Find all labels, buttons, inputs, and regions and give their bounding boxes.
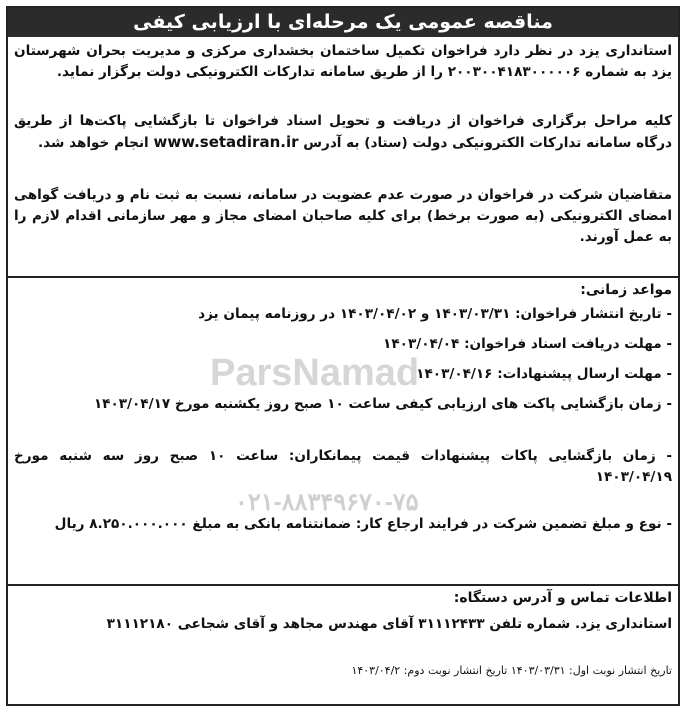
watermark-phone: ۰۲۱-۸۸۳۴۹۶۷۰-۷۵: [235, 489, 419, 516]
intro-paragraph: [14, 41, 672, 83]
schedule-item: [14, 514, 672, 535]
schedule-item: [14, 446, 672, 488]
notice-title: مناقصه عمومی یک مرحله‌ای با ارزیابی کیفی: [8, 8, 678, 37]
schedule-value: ساعت ۱۰ صبح روز سه شنبه مورخ ۱۴۰۳/۰۴/۱۹: [14, 448, 672, 485]
schedule-label: - نوع و مبلغ تضمین شرکت در فرایند ارجاع کار:: [355, 516, 672, 532]
schedule-item: [14, 334, 672, 355]
schedule-label: - مهلت ارسال پیشنهادات:: [497, 366, 672, 382]
schedule-heading: مواعد زمانی:: [580, 282, 672, 298]
procedure-paragraph: [14, 111, 672, 154]
registration-text: متقاضیان شرکت در فراخوان در صورت عدم عضویت در سامانه، نسبت به ثبت نام و دریافت گواهی امضای الکترونیکی (به صورت برخط) برای کلیه صاحبان امضای مجاز و مهر سازمانی اقدام لازم را به عمل آورند.: [14, 187, 672, 245]
publication-dates: تاریخ انتشار نوبت اول: ۱۴۰۳/۰۳/۳۱ تاریخ انتشار نوبت دوم: ۱۴۰۳/۰۴/۲: [351, 664, 672, 677]
schedule-label: - زمان بازگشایی پاکت های ارزیابی کیفی: [395, 396, 672, 412]
schedule-value: ۱۴۰۳/۰۴/۱۶: [416, 366, 493, 382]
divider-contact: [8, 584, 678, 586]
intro-text: در نظر دارد فراخوان تکمیل ساختمان بخشداری مرکزی و مدیریت بحران شهرستان یزد به شماره ۲۰۰۳۰۰۴۱۸۳۰۰۰۰۰۶ را از طریق سامانه تدارکات الکترونیکی دولت برگزار نماید.: [14, 43, 672, 80]
schedule-item: [14, 394, 672, 415]
schedule-value: ضمانتنامه بانکی به مبلغ ۸.۲۵۰.۰۰۰.۰۰۰ ریال: [54, 516, 352, 532]
schedule-value: ۱۴۰۳/۰۴/۰۴: [383, 336, 460, 352]
procedure-text: کلیه مراحل برگزاری فراخوان از دریافت و تحویل اسناد فراخوان تا بازگشایی پاکت‌ها از طریق درگاه سامانه تدارکات الکترونیکی دولت (ستاد) به آدرس: [14, 113, 672, 151]
watermark-brand: ParsNamad: [210, 352, 420, 394]
divider-schedule: [8, 276, 678, 278]
contact-text: استانداری یزد. شماره تلفن ۳۱۱۱۲۴۳۳ آقای مهندس مجاهد و آقای شجاعی ۳۱۱۱۲۱۸۰: [106, 616, 672, 632]
contact-heading: اطلاعات تماس و آدرس دستگاه:: [453, 590, 672, 606]
schedule-label: - زمان بازگشایی پاکات پیشنهادات قیمت پیمانکاران:: [288, 448, 672, 464]
schedule-item: [14, 364, 672, 385]
procedure-end: انجام خواهد شد.: [37, 135, 149, 151]
schedule-value: ۱۴۰۳/۰۳/۳۱ و ۱۴۰۳/۰۴/۰۲ در روزنامه پیمان یزد: [198, 306, 511, 322]
schedule-label: - تاریخ انتشار فراخوان:: [515, 306, 672, 322]
schedule-value: ساعت ۱۰ صبح روز یکشنبه مورخ ۱۴۰۳/۰۴/۱۷: [93, 396, 391, 412]
setad-url[interactable]: www.setadiran.ir: [153, 133, 299, 151]
registration-paragraph: [14, 185, 672, 248]
schedule-label: - مهلت دریافت اسناد فراخوان:: [464, 336, 672, 352]
schedule-item: [14, 304, 672, 325]
organization-name: استانداری یزد: [579, 43, 672, 59]
